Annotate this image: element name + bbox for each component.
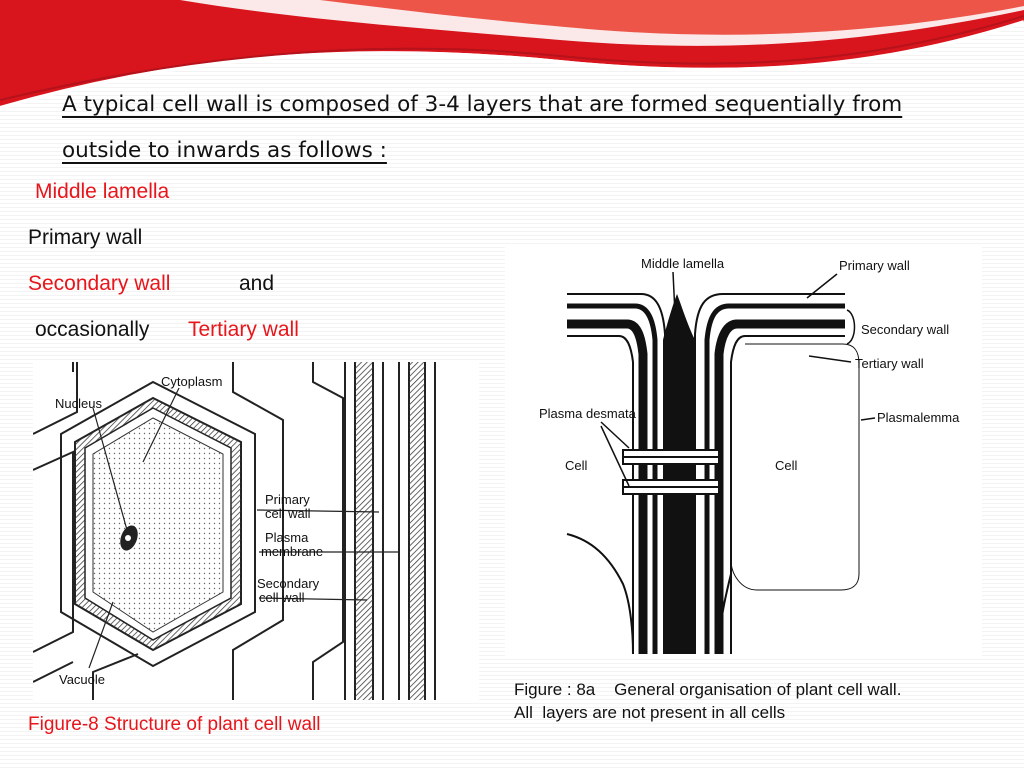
layer-secondary-wall: Secondary wall bbox=[28, 272, 171, 295]
fig8-label-nucleus: Nucleus bbox=[55, 396, 102, 411]
fig8a-label-cell-right: Cell bbox=[775, 458, 798, 473]
fig8a-label-plasma-desmata: Plasma desmata bbox=[539, 406, 636, 421]
fig8a-label-tertiary-wall: Tertiary wall bbox=[855, 356, 924, 371]
fig8a-label-middle-lamella: Middle lamella bbox=[641, 256, 725, 271]
figure-8a-caption-line-2: All layers are not present in all cells bbox=[514, 703, 786, 722]
fig8-label-vacuole: Vacuole bbox=[59, 672, 106, 687]
fig8a-label-cell-left: Cell bbox=[565, 458, 588, 473]
fig8-label-secondary-1: Secondary bbox=[257, 576, 320, 591]
heading-line-1: A typical cell wall is composed of 3-4 layers that are formed sequentially from bbox=[62, 92, 903, 117]
fig8a-label-secondary-wall: Secondary wall bbox=[861, 322, 950, 337]
word-occasionally: occasionally bbox=[35, 318, 150, 341]
fig8-label-cytoplasm: Cytoplasm bbox=[161, 374, 223, 389]
figure-8a-diagram bbox=[505, 244, 982, 656]
word-and: and bbox=[239, 272, 275, 295]
layer-primary-wall: Primary wall bbox=[28, 226, 143, 249]
figure-8-diagram bbox=[33, 362, 479, 700]
figure-8a-caption-line-1: Figure : 8a General organisation of plant cell wall. bbox=[514, 680, 902, 699]
slide-heading bbox=[62, 82, 1002, 174]
fig8-label-primary-1: Primary bbox=[265, 492, 310, 507]
figure-8-caption: Figure-8 Structure of plant cell wall bbox=[28, 714, 321, 735]
fig8-label-plasma-1: Plasma bbox=[265, 530, 309, 545]
fig8-label-primary-2: cell wall bbox=[265, 506, 311, 521]
fig8a-label-primary-wall: Primary wall bbox=[839, 258, 910, 273]
figure-8a-caption bbox=[514, 678, 901, 724]
fig8-label-plasma-2: membrane bbox=[261, 544, 324, 559]
layer-middle-lamella: Middle lamella bbox=[35, 180, 170, 203]
fig8-label-secondary-2: cell wall bbox=[259, 590, 305, 605]
heading-line-2: outside to inwards as follows : bbox=[62, 138, 387, 163]
layer-tertiary-wall: Tertiary wall bbox=[188, 318, 299, 341]
fig8a-label-plasmalemma: Plasmalemma bbox=[877, 410, 960, 425]
